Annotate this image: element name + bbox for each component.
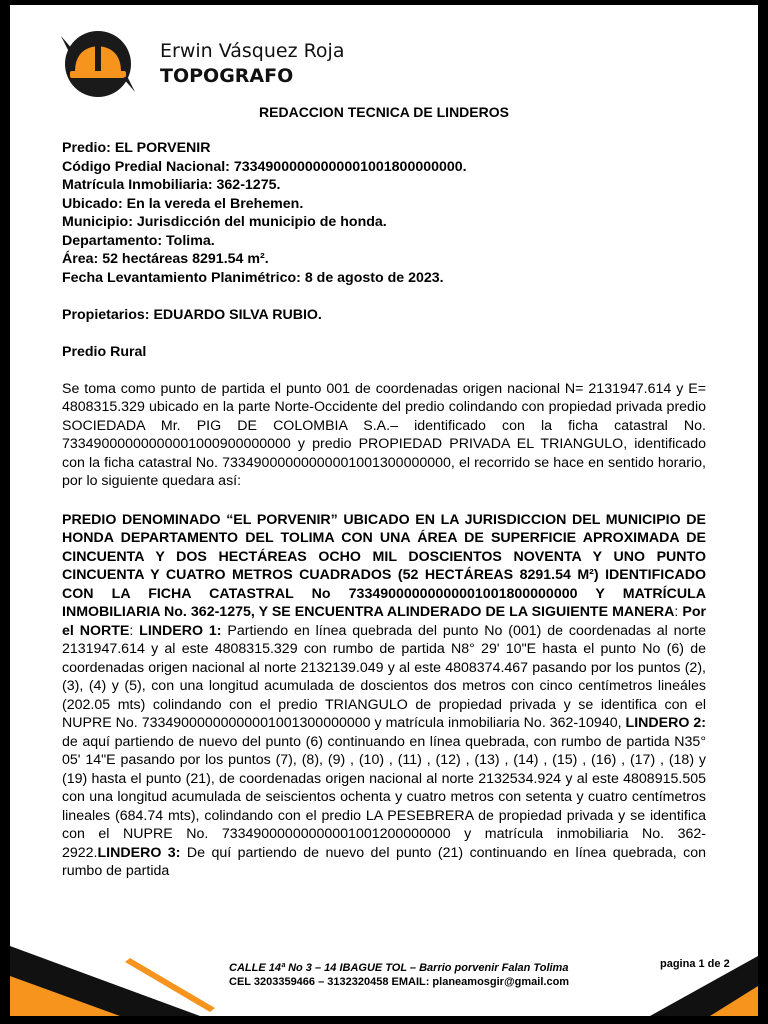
field-municipio: Municipio: Jurisdicción del municipio de honda. bbox=[62, 214, 387, 230]
field-ubicado: Ubicado: En la vereda el Brehemen. bbox=[62, 195, 304, 212]
colon-2: : bbox=[129, 622, 140, 639]
owners: Propietarios: EDUARDO SILVA RUBIO. bbox=[62, 306, 322, 323]
boundary-description bbox=[62, 511, 706, 881]
author-role: TOPOGRAFO bbox=[160, 65, 294, 87]
field-predio: Predio: EL PORVENIR bbox=[62, 140, 211, 156]
lindero-1-text: Partiendo en línea quebrada del punto No (001) de coordenadas al norte 2131947.614 y al este 4808315.329 con rumbo de partida N8° 29' 10"E hasta el punto No (6) de coordenadas origen nacional al norte 2132139.049 y al este 4808374.467 pasando por los puntos (2), (3), (4) y (5), con una longitud acumulada de doscientos dos metros con cinco centímetros lineáles (202.05 mts) colindando con el predio TRIANGULO de propiedad privada y se identifica con el NUPRE No. 73349000000000001001300000000 y matrícula inmobiliaria No. 362-10940, bbox=[62, 622, 706, 731]
document-page bbox=[10, 5, 758, 1016]
hard-hat-logo-icon bbox=[55, 28, 141, 100]
field-codigo: Código Predial Nacional: 73349000000000001001800000000. bbox=[62, 158, 467, 175]
field-area: Área: 52 hectáreas 8291.54 m². bbox=[62, 251, 269, 267]
document-body bbox=[62, 139, 706, 881]
lindero-3-text: De quí partiendo de nuevo del punto (21) continuando en línea quebrada, con rumbo de partida bbox=[62, 844, 706, 879]
lindero-2-text: de aquí partiendo de nuevo del punto (6) continuando en línea quebrada, con rumbo de partida N35° 05' 14"E pasando por los puntos (7), (8), (9) , (10) , (11) , (12) , (13) , (14) , (15) , (16) , (17) , (18) y (19) hasta el punto (21), de coordenadas origen nacional al norte 2132534.924 y al este 4808915.505 con una longitud acumulada de seiscientos ochenta y cuatro metros con setenta y cuatro centímetros lineales (684.74 mts), colindando con el predio LA PESEBRERA de propiedad privada y se identifica con el NUPRE No. 73349000000000001001200000000 y matrícula inmobiliaria No. 362-2922. bbox=[62, 733, 706, 861]
lindero-3-label: LINDERO 3: bbox=[97, 844, 181, 861]
footer-phone-email: CEL 3203359466 – 3132320458 EMAIL: planeamosgir@gmail.com bbox=[229, 976, 570, 988]
property-summary: PREDIO DENOMINADO “EL PORVENIR” UBICADO EN LA JURISDICCION DEL MUNICIPIO DE HONDA DEPARTAMENTO DEL TOLIMA CON UNA ÁREA DE SUPERFICIE APROXIMADA DE CINCUENTA Y DOS HECTÁREAS OCHO MIL DOSCIENTOS NOVENTA Y UNO PUNTO CINCUENTA Y CUATRO METROS CUADRADOS (52 HECTÁREAS 8291.54 M²) IDENTIFICADO CON LA FICHA CATASTRAL No 73349000000000001001800000000 Y MATRÍCULA INMOBILIARIA No. 362-1275, Y SE ENCUENTRA ALINDERADO DE LA SIGUIENTE MANERA bbox=[62, 511, 706, 620]
intro-paragraph: Se toma como punto de partida el punto 001 de coordenadas origen nacional N= 2131947.614 y E= 4808315.329 ubicado en la parte Norte-Occidente del predio colindando con propiedad privada predio SOCIEDADA Mr. PIG DE COLOMBIA S.A.– identificado con la ficha catastral No. 73349000000000001000900000000 y predio PROPIEDAD PRIVADA EL TRIANGULO, identificado con la ficha catastral No. 73349000000000001001300000000, el recorrido se hace en sentido horario, por lo siguiente quedara así: bbox=[62, 380, 706, 489]
lindero-1-label: LINDERO 1: bbox=[139, 622, 222, 639]
author-name: Erwin Vásquez Roja bbox=[160, 40, 345, 62]
lindero-2-label: LINDERO 2: bbox=[625, 715, 706, 731]
author-block bbox=[160, 39, 344, 89]
page-number: pagina 1 de 2 bbox=[660, 958, 730, 970]
field-matricula: Matrícula Inmobiliaria: 362-1275. bbox=[62, 177, 281, 193]
field-departamento: Departamento: Tolima. bbox=[62, 232, 215, 249]
north-heading: Por el NORTE bbox=[62, 604, 707, 639]
footer-contact bbox=[229, 961, 569, 989]
colon-1: : bbox=[674, 604, 683, 620]
field-fecha: Fecha Levantamiento Planimétrico: 8 de agosto de 2023. bbox=[62, 269, 444, 286]
footer-address: CALLE 14ª No 3 – 14 IBAGUE TOL – Barrio porvenir Falan Tolima bbox=[229, 962, 569, 974]
document-title: REDACCION TECNICA DE LINDEROS bbox=[259, 104, 509, 120]
predio-type: Predio Rural bbox=[62, 343, 147, 360]
